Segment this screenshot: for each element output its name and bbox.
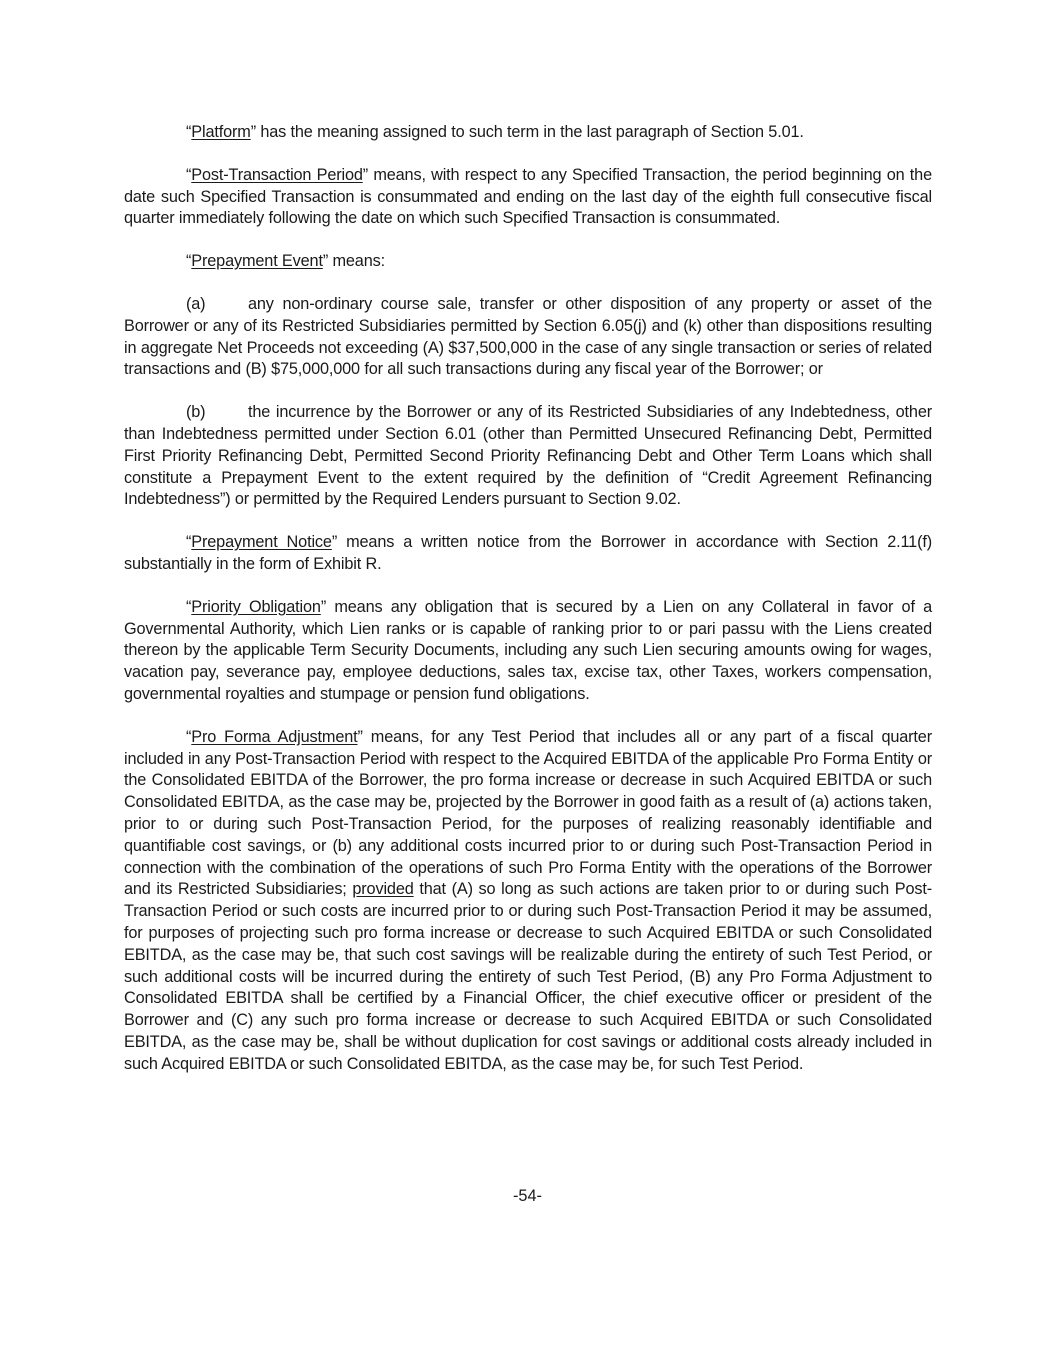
close-quote: ”: [362, 165, 369, 184]
close-quote: ”: [322, 252, 329, 271]
defined-term-prepayment-event: Prepayment Event: [191, 252, 323, 271]
definition-body: means any obligation that is secured by a Lien on any Collateral in favor of a Governmental Authority, which Lien ranks or is capable of ranking prior to or pari passu with the Liens created thereon by the applicable Term Security Documents, including any such Lien securing amounts owing for wages, vacation pay, severance pay, employee deductions, sales tax, excise tax, other Taxes, workers compensation, governmental royalties and stumpage or pension fund obligations.: [124, 597, 932, 703]
close-quote: ”: [320, 597, 327, 616]
close-quote: ”: [250, 123, 256, 141]
definition-body: means, with respect to any Specified Transaction, the period beginning on the date such Specified Transaction is consummated and ending on the last day of the eighth full consecutive fiscal quarter immediately following the date on which such Specified Transaction is consummated.: [124, 165, 932, 228]
defined-term-prepayment-notice: Prepayment Notice: [191, 533, 332, 552]
clause-label-b: (b): [186, 403, 206, 422]
defined-term-pro-forma-adjustment: Pro Forma Adjustment: [191, 727, 358, 746]
open-quote: “: [186, 727, 192, 746]
definition-body-part1: means, for any Test Period that includes all or any part of a fiscal quarter included in any Post-Transaction Period with respect to the Acquired EBITDA of the applicable Pro Forma Entity or the Consolidated EBITDA of the Borrower, the pro forma increase or decrease in such Acquired EBITDA or such Consolidated EBITDA, as the case may be, projected by the Borrower in good faith as a result of (a) actions taken, prior to or during such Post-Transaction Period, for the purposes of realizing reasonably identifiable and quantifiable cost savings, or (b) any additional costs incurred prior to or during such Post-Transaction Period in connection with the combination of the operations of such Pro Forma Entity with the operations of the Borrower and its Restricted Subsidiaries;: [124, 727, 932, 899]
clause-text-b: the incurrence by the Borrower or any of its Restricted Subsidiaries of any Indebtedness, other than Indebtedness permitted under Section 6.01 (other than Permitted Unsecured Refinancing Debt, Permitted First Priority Refinancing Debt, Permitted Second Priority Refinancing Debt and Other Term Loans which shall constitute a Prepayment Event to the extent required by the definition of “Credit Agreement Refinancing Indebtedness”) or permitted by the Required Lenders pursuant to Section 9.02.: [124, 403, 932, 509]
definition-priority-obligation: [124, 597, 932, 706]
definition-post-transaction-period: [124, 165, 932, 230]
close-quote: ”: [331, 533, 338, 552]
definition-prepayment-event: [124, 251, 932, 273]
open-quote: “: [186, 252, 192, 271]
definition-body: means:: [328, 252, 385, 271]
definition-pro-forma-adjustment: [124, 727, 932, 1076]
clause-label-a: (a): [186, 294, 206, 313]
clause-text-a: any non-ordinary course sale, transfer or other disposition of any property or asset of the Borrower or any of its Restricted Subsidiaries permitted by Section 6.05(j) and (k) other than dispositions resulting in aggregate Net Proceeds not exceeding (A) $37,500,000 in the case of any single transaction or series of related transactions and (B) $75,000,000 for all such transactions during any fiscal year of the Borrower; or: [124, 294, 932, 379]
provided-term: provided: [352, 880, 414, 899]
prepayment-event-clause-b: [124, 402, 932, 511]
defined-term-priority-obligation: Priority Obligation: [191, 597, 321, 616]
definition-platform: [124, 122, 932, 144]
open-quote: “: [186, 165, 192, 184]
prepayment-event-clause-a: [124, 294, 932, 381]
defined-term-platform: Platform: [191, 123, 251, 141]
definition-body: has the meaning assigned to such term in the last paragraph of Section 5.01.: [255, 123, 804, 141]
close-quote: ”: [357, 727, 363, 746]
defined-term-post-transaction-period: Post-Transaction Period: [191, 165, 363, 184]
page-number: -54-: [513, 1187, 542, 1205]
document-page: [124, 122, 932, 1075]
definition-body: means a written notice from the Borrower in accordance with Section 2.11(f) substantially in the form of Exhibit R.: [124, 533, 932, 573]
definition-prepayment-notice: [124, 532, 932, 576]
definition-body-part2: that (A) so long as such actions are taken prior to or during such Post-Transaction Period or such costs are incurred prior to or during such Post-Transaction Period it may be assumed, for purposes of projecting such pro forma increase or decrease to such Acquired EBITDA or such Consolidated EBITDA, as the case may be, that such cost savings will be realizable during the entirety of such Test Period, or such additional costs will be incurred during the entirety of such Test Period, (B) any Pro Forma Adjustment to Consolidated EBITDA shall be certified by a Financial Officer, the chief executive officer or president of the Borrower and (C) any such pro forma increase or decrease to such Acquired EBITDA or such Consolidated EBITDA, as the case may be, shall be without duplication for cost savings or additional costs already included in such Acquired EBITDA or such Consolidated EBITDA, as the case may be, for such Test Period.: [124, 880, 932, 1073]
open-quote: “: [186, 597, 192, 616]
open-quote: “: [186, 123, 192, 141]
open-quote: “: [186, 533, 192, 552]
